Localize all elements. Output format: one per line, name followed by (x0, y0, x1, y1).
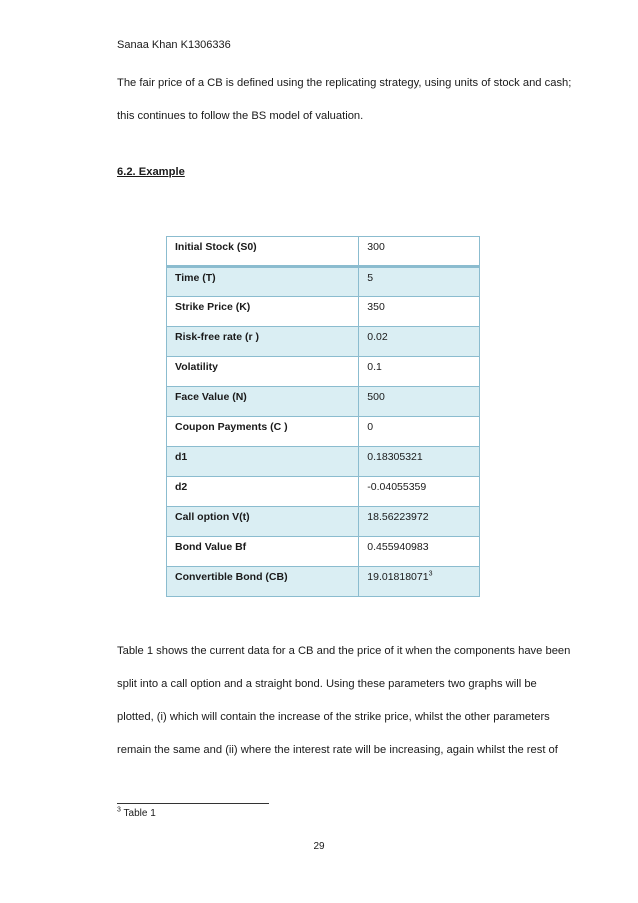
page-header-author: Sanaa Khan K1306336 (117, 39, 231, 51)
parameters-table (166, 236, 480, 597)
row-label: d2 (167, 477, 359, 507)
body-line-2: split into a call option and a straight bond. Using these parameters two graphs will be (117, 678, 537, 690)
row-label: Time (T) (167, 267, 359, 297)
footnote (117, 808, 156, 819)
body-line-4: remain the same and (ii) where the interest rate will be increasing, again whilst the rest of (117, 744, 558, 756)
row-label: d1 (167, 447, 359, 477)
table-row (167, 477, 480, 507)
table-row (167, 357, 480, 387)
row-value: 300 (359, 237, 480, 267)
row-value: 0.1 (359, 357, 480, 387)
footnote-number: 3 (117, 806, 121, 814)
row-label: Volatility (167, 357, 359, 387)
row-value: 18.56223972 (359, 507, 480, 537)
row-value: 19.01818071 (367, 571, 429, 583)
section-heading: 6.2. Example (117, 166, 185, 178)
table-row (167, 237, 480, 267)
footnote-text: Table 1 (120, 808, 156, 819)
page-number: 29 (313, 841, 325, 852)
row-label: Call option V(t) (167, 507, 359, 537)
row-value: 500 (359, 387, 480, 417)
footnote-reference[interactable]: 3 (428, 570, 433, 578)
intro-line-1: The fair price of a CB is defined using the replicating strategy, using units of stock and cash; (117, 77, 572, 89)
table-row (167, 567, 480, 597)
row-label: Risk-free rate (r ) (167, 327, 359, 357)
row-value: 0 (359, 417, 480, 447)
row-label: Initial Stock (S0) (167, 237, 359, 267)
row-label: Convertible Bond (CB) (167, 567, 359, 597)
table-row (167, 537, 480, 567)
row-value: 0.02 (359, 327, 480, 357)
body-paragraph (117, 644, 571, 776)
row-value: 0.455940983 (359, 537, 480, 567)
row-value: 5 (359, 267, 480, 297)
intro-paragraph (117, 76, 572, 142)
row-value: 0.18305321 (359, 447, 480, 477)
table-row (167, 267, 480, 297)
row-value: 350 (359, 297, 480, 327)
row-label: Bond Value Bf (167, 537, 359, 567)
intro-line-2: this continues to follow the BS model of valuation. (117, 110, 364, 122)
table-row (167, 507, 480, 537)
footnote-separator (117, 803, 269, 804)
row-value-with-footnote (359, 567, 480, 597)
row-label: Face Value (N) (167, 387, 359, 417)
body-line-3: plotted, (i) which will contain the increase of the strike price, whilst the other parameters (117, 711, 550, 723)
row-label: Strike Price (K) (167, 297, 359, 327)
table-row (167, 297, 480, 327)
row-label: Coupon Payments (C ) (167, 417, 359, 447)
table-row (167, 447, 480, 477)
table-row (167, 327, 480, 357)
table-row (167, 417, 480, 447)
body-line-1: Table 1 shows the current data for a CB and the price of it when the components have been (117, 645, 571, 657)
table-row (167, 387, 480, 417)
row-value: -0.04055359 (359, 477, 480, 507)
